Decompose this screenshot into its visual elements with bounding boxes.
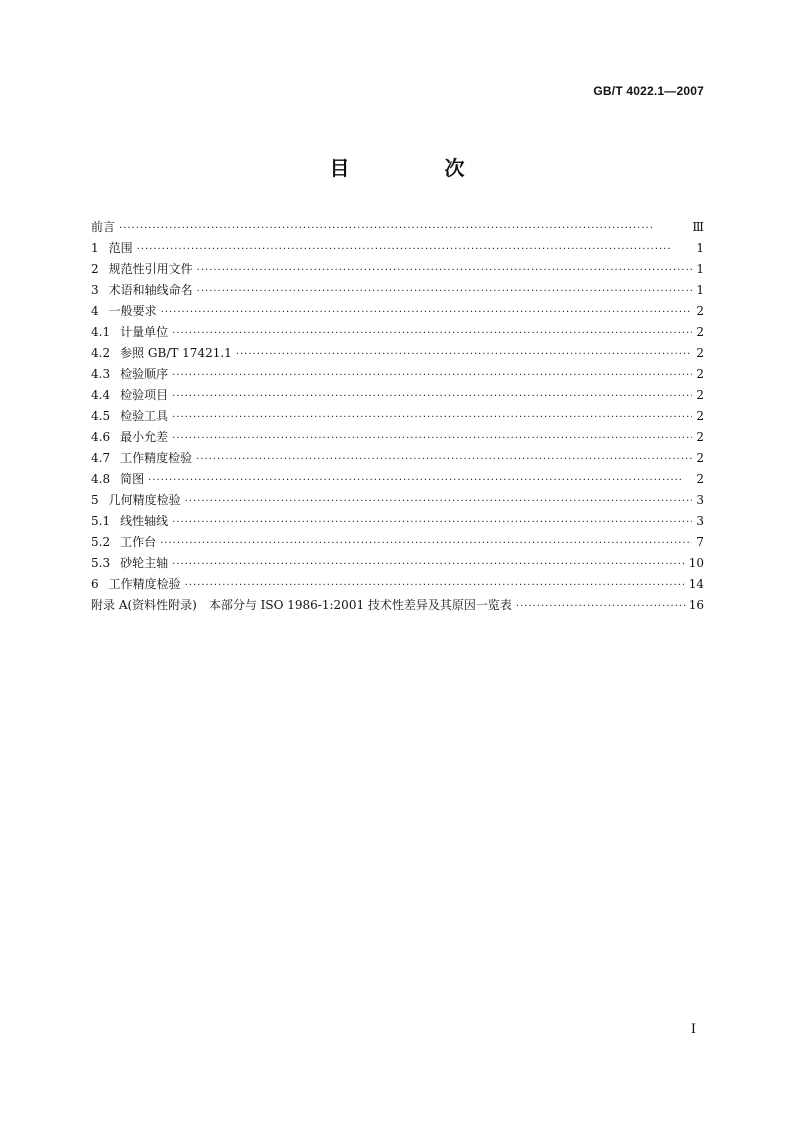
toc-entry-label: 一般要求 bbox=[108, 304, 157, 318]
toc-entry-page: 2 bbox=[696, 346, 704, 360]
toc-dot-leader bbox=[236, 344, 693, 365]
toc-entry-page: 10 bbox=[688, 556, 704, 570]
toc-dot-leader bbox=[160, 533, 692, 554]
toc-entry[interactable] bbox=[91, 280, 704, 301]
toc-entry-label: 规范性引用文件 bbox=[108, 262, 193, 276]
toc-entry[interactable] bbox=[91, 217, 704, 238]
toc-entry[interactable] bbox=[91, 364, 704, 385]
toc-entry-number: 5.3 bbox=[91, 556, 111, 570]
toc-entry-label: 附录 A(资料性附录) 本部分与 ISO 1986-1:2001 技术性差异及其原因一览表 bbox=[91, 598, 512, 612]
toc-entry[interactable] bbox=[91, 427, 704, 448]
toc-dot-leader bbox=[161, 302, 693, 323]
toc-entry-number: 4.3 bbox=[91, 367, 111, 381]
toc-entry-number: 4.2 bbox=[91, 346, 111, 360]
toc-dot-leader bbox=[137, 239, 693, 260]
toc-entry-page: 3 bbox=[696, 514, 704, 528]
toc-dot-leader bbox=[172, 365, 692, 386]
toc-entry[interactable] bbox=[91, 490, 704, 511]
toc-entry-page: 2 bbox=[696, 409, 704, 423]
toc-entry-label: 工作精度检验 bbox=[120, 451, 193, 465]
toc-dot-leader bbox=[148, 470, 692, 491]
toc-entry-label: 前言 bbox=[91, 220, 116, 234]
toc-entry-page: 2 bbox=[696, 472, 704, 486]
toc-entry-page: 2 bbox=[696, 367, 704, 381]
toc-entry-label: 最小允差 bbox=[120, 430, 169, 444]
toc-entry-page: 3 bbox=[696, 493, 704, 507]
toc-entry-number: 5.2 bbox=[91, 535, 111, 549]
toc-entry-number: 4.1 bbox=[91, 325, 111, 339]
toc-entry-page: 16 bbox=[688, 598, 704, 612]
toc-entry-label: 简图 bbox=[120, 472, 145, 486]
toc-entry-page: 2 bbox=[696, 325, 704, 339]
toc-entry[interactable] bbox=[91, 322, 704, 343]
toc-dot-leader bbox=[172, 386, 692, 407]
toc-dot-leader bbox=[172, 323, 692, 344]
toc-entry-number: 4.5 bbox=[91, 409, 111, 423]
toc-entry-label: 几何精度检验 bbox=[108, 493, 181, 507]
toc-dot-leader bbox=[185, 575, 685, 596]
toc-dot-leader bbox=[172, 428, 692, 449]
toc-entry[interactable] bbox=[91, 532, 704, 553]
toc-entry-page: 1 bbox=[696, 262, 704, 276]
toc-dot-leader bbox=[185, 491, 693, 512]
toc-entry-label: 工作精度检验 bbox=[108, 577, 181, 591]
toc-dot-leader bbox=[197, 281, 693, 302]
toc-entry-number: 6 bbox=[91, 577, 99, 591]
toc-entry-label: 范围 bbox=[108, 241, 133, 255]
toc-entry-page: 7 bbox=[696, 535, 704, 549]
toc-entry-number: 1 bbox=[91, 241, 99, 255]
toc-entry[interactable] bbox=[91, 343, 704, 364]
toc-entry-label: 参照 GB/T 17421.1 bbox=[120, 346, 232, 360]
toc-entry[interactable] bbox=[91, 259, 704, 280]
toc-dot-leader bbox=[197, 260, 693, 281]
toc-dot-leader bbox=[119, 218, 688, 239]
toc-entry-page: 14 bbox=[688, 577, 704, 591]
toc-entry[interactable] bbox=[91, 238, 704, 259]
toc-entry-label: 检验工具 bbox=[120, 409, 169, 423]
toc-entry[interactable] bbox=[91, 301, 704, 322]
toc-entry-page: 2 bbox=[696, 451, 704, 465]
toc-entry-number: 3 bbox=[91, 283, 99, 297]
toc-dot-leader bbox=[516, 596, 685, 617]
toc-entry-page: 1 bbox=[696, 283, 704, 297]
toc-entry-page: 2 bbox=[696, 388, 704, 402]
toc-entry-number: 4.8 bbox=[91, 472, 111, 486]
toc-entry[interactable] bbox=[91, 574, 704, 595]
toc-entry-page: Ⅲ bbox=[692, 220, 704, 234]
toc-entry-label: 检验项目 bbox=[120, 388, 169, 402]
toc-entry-number: 4.4 bbox=[91, 388, 111, 402]
toc-entry[interactable] bbox=[91, 511, 704, 532]
toc-entry[interactable] bbox=[91, 595, 704, 616]
toc-entry[interactable] bbox=[91, 448, 704, 469]
toc-entry-label: 计量单位 bbox=[120, 325, 169, 339]
table-of-contents bbox=[91, 217, 704, 616]
toc-entry-label: 检验顺序 bbox=[120, 367, 169, 381]
page-number: I bbox=[690, 1022, 696, 1037]
toc-entry[interactable] bbox=[91, 469, 704, 490]
toc-dot-leader bbox=[172, 554, 685, 575]
toc-entry-label: 砂轮主轴 bbox=[120, 556, 169, 570]
toc-entry-page: 2 bbox=[696, 304, 704, 318]
toc-entry-page: 1 bbox=[696, 241, 704, 255]
toc-dot-leader bbox=[172, 512, 692, 533]
toc-dot-leader bbox=[196, 449, 692, 470]
toc-entry[interactable] bbox=[91, 553, 704, 574]
standard-number: GB/T 4022.1—2007 bbox=[593, 84, 704, 98]
toc-entry[interactable] bbox=[91, 385, 704, 406]
toc-title: 目 次 bbox=[329, 156, 509, 180]
toc-entry-number: 2 bbox=[91, 262, 99, 276]
toc-entry-number: 5 bbox=[91, 493, 99, 507]
toc-entry-number: 4.7 bbox=[91, 451, 111, 465]
toc-entry-label: 线性轴线 bbox=[120, 514, 169, 528]
toc-entry-label: 工作台 bbox=[120, 535, 157, 549]
toc-entry-number: 4.6 bbox=[91, 430, 111, 444]
toc-entry-number: 4 bbox=[91, 304, 99, 318]
toc-entry-label: 术语和轴线命名 bbox=[108, 283, 193, 297]
toc-entry[interactable] bbox=[91, 406, 704, 427]
toc-entry-page: 2 bbox=[696, 430, 704, 444]
toc-dot-leader bbox=[172, 407, 692, 428]
toc-entry-number: 5.1 bbox=[91, 514, 111, 528]
